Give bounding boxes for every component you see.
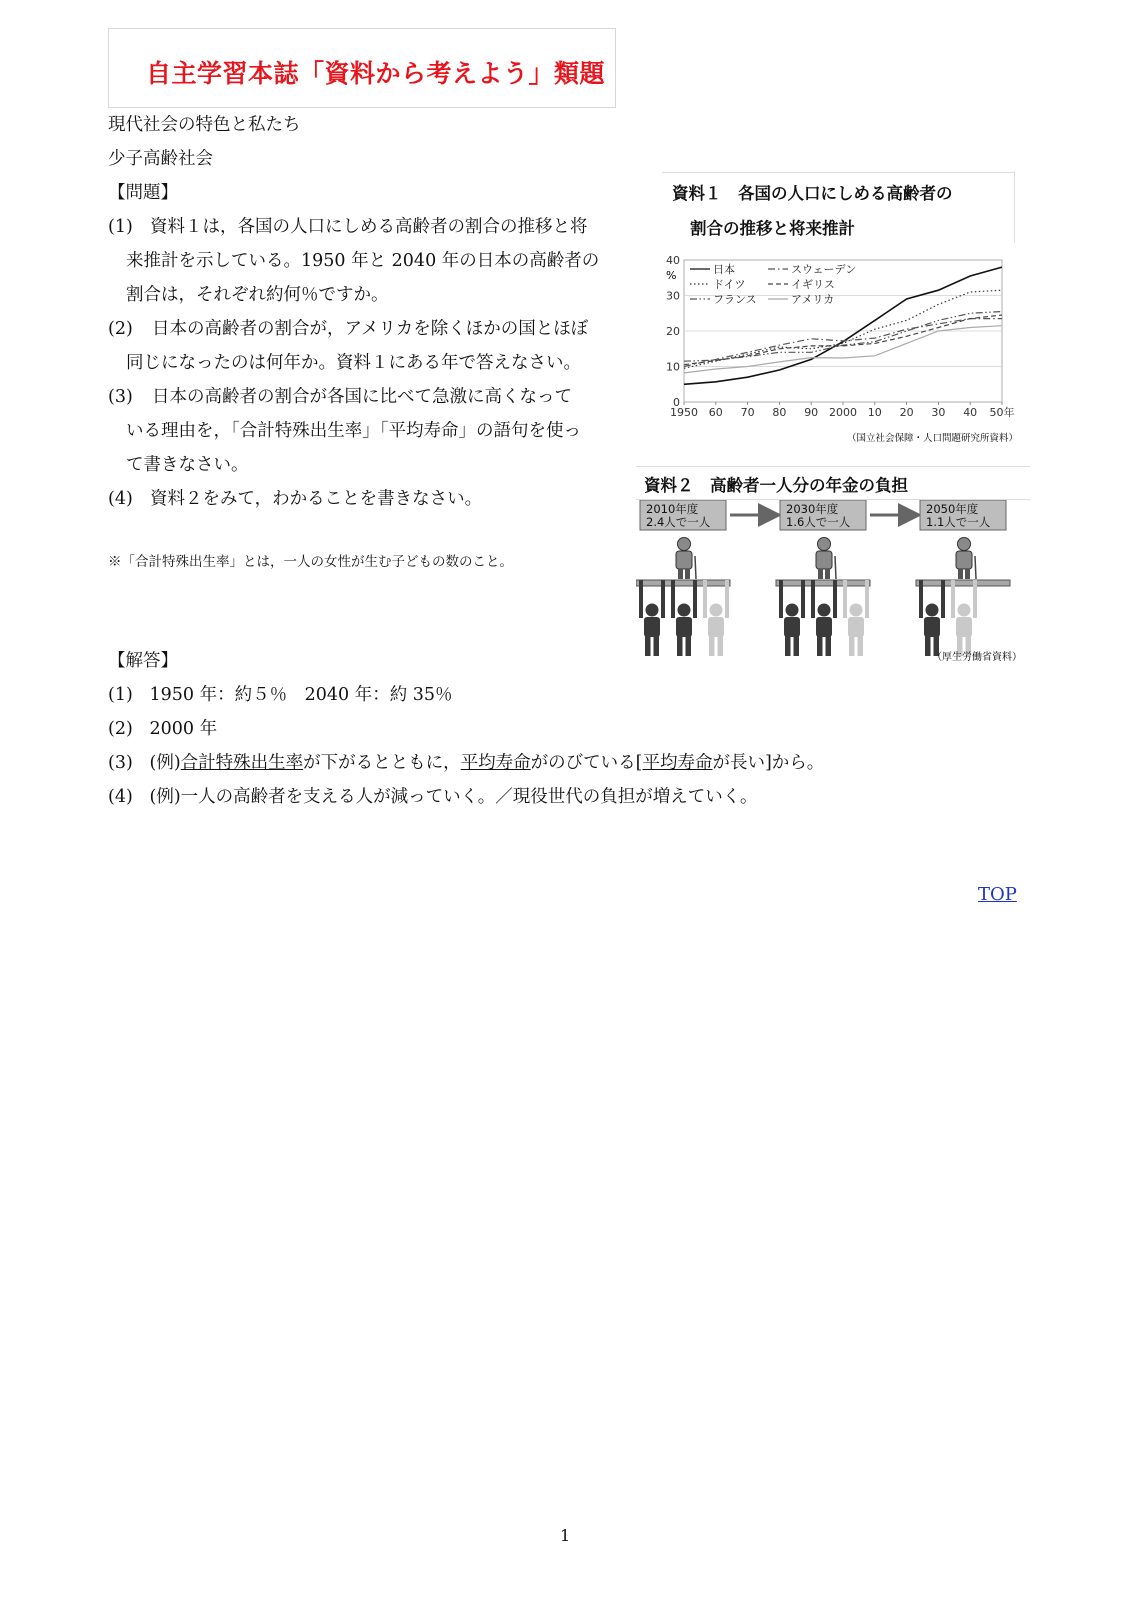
- question-3-line: 日本の高齢者の割合が各国に比べて急激に高くなって: [152, 387, 572, 407]
- elderly-person-icon: [816, 538, 836, 580]
- x-tick-label: 40: [963, 406, 978, 419]
- x-tick-label: 20: [899, 406, 914, 419]
- stage-ratio: 1.1人で一人: [926, 515, 991, 529]
- figure2-source: （厚生労働省資料）: [932, 652, 1022, 663]
- stage-year: 2030年度: [786, 502, 839, 516]
- partial-worker-person-icon: [703, 580, 729, 656]
- question-1-line: 割合は，それぞれ約何％ですか。: [126, 285, 389, 305]
- answer-text: が下がるとともに，: [303, 753, 461, 773]
- answer-heading: 【解答】: [108, 651, 178, 671]
- legend-label: フランス: [713, 293, 757, 306]
- answer-1: [108, 678, 453, 712]
- elderly-person-icon: [676, 538, 696, 580]
- support-board: [636, 580, 730, 586]
- x-tick-label: 80: [772, 406, 787, 419]
- x-tick-label: 90: [804, 406, 819, 419]
- answer-number: (1): [108, 685, 133, 705]
- figure1-title: 割合の推移と将来推計: [690, 219, 855, 238]
- question-2-number: (2): [108, 319, 133, 339]
- answer-3: [108, 746, 824, 780]
- footnote: ※「合計特殊出生率」とは，一人の女性が生む子どもの数のこと。: [108, 554, 513, 570]
- pension-burden-illustration: [636, 500, 1030, 666]
- answer-number: (4): [108, 787, 133, 807]
- answer-number: (2): [108, 719, 133, 739]
- pension-stage-3: [916, 500, 1010, 656]
- worker-person-icon: [779, 580, 805, 656]
- pension-stage-1: [636, 500, 776, 656]
- x-tick-label: 2000: [829, 406, 857, 419]
- answer-text: 1950 年：約５％ 2040 年：約 35％: [149, 685, 453, 705]
- figure1-title: 資料１ 各国の人口にしめる高齢者の: [672, 184, 953, 203]
- stage-ratio: 1.6人で一人: [786, 515, 851, 529]
- stage-year: 2050年度: [926, 502, 979, 516]
- keyword-birthrate: 合計特殊出生率: [180, 753, 304, 773]
- figure1-source: （国立社会保障・人口問題研究所資料）: [846, 433, 1018, 444]
- answer-text: (例)一人の高齢者を支える人が減っていく。／現役世代の負担が増えていく。: [149, 787, 758, 807]
- elderly-ratio-line-chart: [660, 252, 1024, 444]
- question-3-line: いる理由を，「合計特殊出生率」「平均寿命」の語句を使っ: [126, 421, 581, 441]
- partial-worker-person-icon: [951, 580, 977, 656]
- section-heading: 現代社会の特色と私たち: [108, 115, 301, 135]
- question-2-line: 同じになったのは何年か。資料１にある年で答えなさい。: [126, 353, 581, 373]
- support-board: [776, 580, 870, 586]
- worker-person-icon: [639, 580, 665, 656]
- stage-year: 2010年度: [646, 502, 699, 516]
- answer-number: (3): [108, 753, 133, 773]
- question-3-line: て書きなさい。: [126, 455, 249, 475]
- question-1-line: 資料１は，各国の人口にしめる高齢者の割合の推移と将: [150, 217, 588, 237]
- elderly-person-icon: [956, 538, 976, 580]
- answer-text: が長い]から。: [712, 753, 825, 773]
- question-4-number: (4): [108, 489, 133, 509]
- y-tick-label: 0: [673, 396, 680, 409]
- figure2-title: 資料２ 高齢者一人分の年金の負担: [644, 476, 908, 495]
- y-axis-unit: %: [666, 269, 677, 282]
- x-tick-label: 10: [867, 406, 882, 419]
- answer-text: がのびている[: [530, 753, 643, 773]
- page-title: 自主学習本誌「資料から考えよう」類題: [146, 59, 606, 88]
- legend-label: 日本: [713, 263, 735, 276]
- question-3-number: (3): [108, 387, 133, 407]
- page-number: 1: [560, 1526, 571, 1545]
- y-tick-label: 10: [666, 360, 680, 374]
- top-link[interactable]: TOP: [978, 884, 1017, 905]
- y-tick-label: 30: [666, 289, 680, 303]
- legend-label: ドイツ: [713, 278, 746, 291]
- y-tick-label: 20: [666, 325, 680, 338]
- x-tick-label: 30: [931, 406, 946, 419]
- question-heading: 【問題】: [108, 183, 178, 203]
- question-2-line: 日本の高齢者の割合が，アメリカを除くほかの国とほぼ: [152, 319, 589, 339]
- legend-label: スウェーデン: [791, 263, 857, 276]
- x-tick-label: 70: [740, 406, 755, 419]
- question-1-number: (1): [108, 217, 133, 237]
- x-tick-label: 60: [708, 406, 723, 419]
- keyword-lifespan: 平均寿命: [460, 753, 531, 773]
- question-4-line: 資料２をみて，わかることを書きなさい。: [150, 489, 483, 509]
- partial-worker-person-icon: [843, 580, 869, 656]
- x-tick-label: 1950: [670, 406, 698, 419]
- answer-2: [108, 712, 217, 746]
- legend-label: アメリカ: [791, 293, 835, 306]
- answer-text: 2000 年: [149, 719, 218, 739]
- stage-ratio: 2.4人で一人: [646, 515, 711, 529]
- question-1-line: 来推計を示している。1950 年と 2040 年の日本の高齢者の: [126, 251, 600, 271]
- x-tick-label: 50年: [989, 406, 1015, 419]
- pension-stage-2: [776, 500, 916, 656]
- answer-text: (例): [149, 753, 181, 773]
- worker-person-icon: [811, 580, 837, 656]
- answer-4: [108, 780, 757, 814]
- worker-person-icon: [671, 580, 697, 656]
- worker-person-icon: [919, 580, 945, 656]
- topic-heading: 少子高齢社会: [108, 149, 213, 169]
- y-tick-label: 40: [666, 254, 680, 267]
- legend-label: イギリス: [791, 278, 835, 291]
- support-board: [916, 580, 1010, 586]
- keyword-lifespan: 平均寿命: [642, 753, 713, 773]
